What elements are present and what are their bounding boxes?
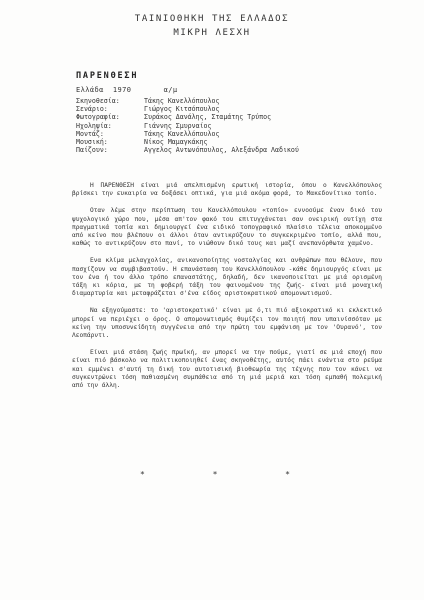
credit-name: Γιώργος Κιτσόπουλος [144,105,220,114]
paragraph: Να εξηγούμαστε: το 'αριστοκρατικό' είναι με ό,τι πιό αξιοκρατικό κι εκλεκτικό μπορεί να περιέχει ο όρος. Ο απομονωτισμός θυμίζει τον ποιητή που υπαινίσσόταν με κείνη την υποσυνείδητη συγγένεια από την πρώτη του εμφάνιση με τον 'Ουρανό', τον Λεοπάρντι. [72,307,382,340]
institution-name: ΤΑΙΝΙΟΘΗΚΗ ΤΗΣ ΕΛΛΑΔΟΣ [134,14,290,24]
asterisk: * [140,470,145,479]
film-meta: Ελλάδα 1970 α/μ [76,86,178,94]
paragraph: Ενα κλίμα μελαγχολίας, ανικανοποίητης νοσταλγίας και ανθρώπων που θέλουν, που πασχίζουν να συμβιβαστούν. Η επανάσταση του Κανελλόπουλου -κάθε δημιουργός είναι με τον ένα ή τον άλλο τρόπο επαναστάτης, δηλαδή, δεν ικανοποιείται με μιά ορισμένη τάξη κι κόρια, με τη φοβερή τάξη του φαινομένου της ζωής- είναι μιά μοναχική διαμαρτυρία και μεταφράζεται σ'ένα είδος αριστοκρατικού απομονωτισμού. [72,257,382,298]
credit-name: Τάκης Κανελλόπουλος [144,129,220,138]
paragraph: Είναι μιά στάση ζωής πρωϊκή, αν μπορεί να την πούμε, γιατί σε μιά εποχή που είναι πιό βάσκολο να πολιτικοποιηθεί ένας σκηνοθέτης, αυτός πάει ενάντια στο ρεύμα και εμμένει σ'αυτή τη δική του αυτοτισική βιοθεωρία της τέχνης που τον κάνει να συγκεντρώνει τόση παθιασμένη συμπάθεια από τη μιά μεριά και τόση εμπαθή πολεμική από την άλλη. [72,349,382,390]
credit-role: Ηχοληψία: [76,121,112,130]
credit-row [76,146,299,154]
credit-row [76,105,299,113]
credit-name: Γιάννης Σμυρναίος [144,121,212,130]
club-name: ΜΙΚΡΗ ΛΕΣΧΗ [173,28,251,38]
asterisk: * [212,470,218,479]
credit-row [76,113,299,121]
credit-row [76,97,299,105]
document-header [0,12,424,40]
credit-row [76,130,299,138]
paragraph: Οταν λέμε στην περίπτωση του Κανελλόπουλου «τοπίο» εννοούμε έναν δικό του ψυχολογικό χώρο που, μέσα απ'τον φακό του επιτυγχάνεται σαν ονειρική ουτίχη στα πραγματικά τοπία και δημιουργεί ένα ειδικό τοπογραφικό πλαίσιο τέλεια αποκομμένο από κείνο που βλέπουν οι άλλοι όταν αντικρύζουν το συγκεκριμένο τοπίο, αλλά που, καθώς το αντικρύζουν στο πανί, το νιώθουν δικό τους και μαζί ανεπανόρθωτα χαμένο. [72,207,382,248]
credit-name: Αγγελος Αντωνόπουλος, Αλεξάνδρα Λαδικού [144,146,299,155]
review-body [72,182,382,399]
credits-list [76,97,299,154]
credit-row [76,138,299,146]
credit-name: Νίκος Μαμαγκάκης [144,138,208,147]
credit-role: Σκηνοθεσία: [76,97,120,105]
credit-role: Παίζουν: [76,146,108,155]
credit-name: Συράκος Δανάλης, Σταμάτης Τρύπος [144,113,272,122]
credit-role: Σενάριο: [76,105,108,114]
credit-role: Μοντάζ: [76,129,104,138]
credit-name: Τάκης Κανελλόπουλος [144,97,220,105]
asterisk: * [285,470,290,479]
closing-asterisks [140,470,290,479]
credit-role: Μουσική: [76,138,108,147]
film-title: ΠΑΡΕΝΘΕΣΗ [76,71,139,81]
credit-role: Φωτογραφία: [76,113,120,122]
paragraph: Η ΠΑΡΕΝΘΕΣΗ είναι μιά απελπισμένη ερωτική ιστορία, όπου ο Κανελλόπουλος βρίσκει την ευκαιρία να δοξάσει οπτικά, για μιά ακόμα φορά, το Μακεδονίτικο τοπίο. [72,182,382,198]
credit-row [76,122,299,130]
